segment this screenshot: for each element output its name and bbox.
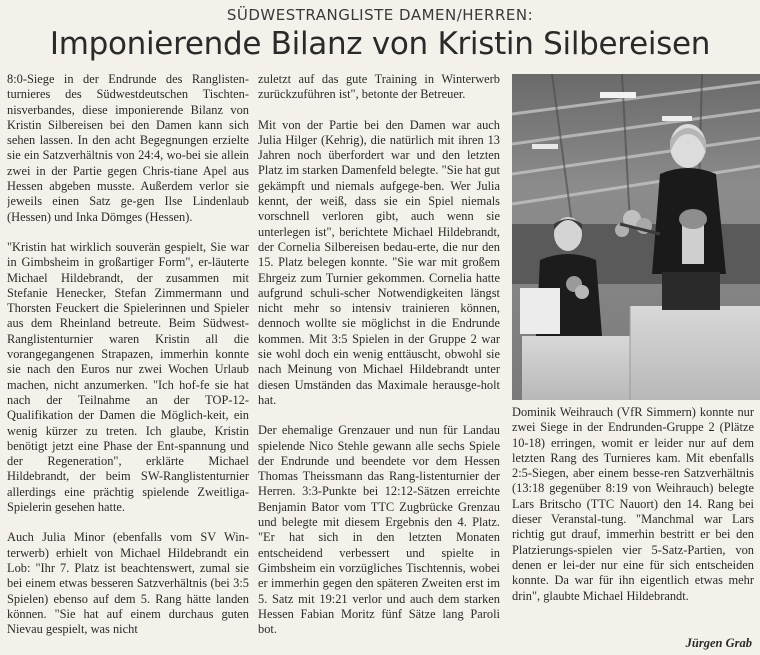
article-kicker: SÜDWESTRANGLISTE DAMEN/HERREN: — [226, 6, 534, 24]
photo-illustration — [512, 74, 760, 400]
article-headline: Imponierende Bilanz von Kristin Silbereisen — [49, 26, 711, 62]
author-signature: Jürgen Grab — [685, 636, 752, 650]
paragraph: Der ehemalige Grenzauer und nun für Landau spielende Nico Stehle gewann alle sechs Spiele der Endrunde und beendete vor dem Hessen Thomas Theissmann das Rang-listenturnier der Herren. 3:3-Punkte bei 12:12-Sätzen erreichte Benjamin Bator vom TTC Zugbrücke Grenzau und belegte mit diesem Ergebnis den 4. Platz. "Er hat sich in den letzten Monaten entscheidend verbessert und spielte in Gimbsheim ein vorzügliches Tischtennis, wobei er immerhin gegen den späteren Zweiten erst im 5. Satz mit 19:21 verlor und auch dem starken Hessen Fabian Moritz fünf Sätze lang Paroli bot. — [258, 423, 500, 637]
paragraph: Mit von der Partie bei den Damen war auch Julia Hilger (Kehrig), die natürlich mit ihren 13 Jahren noch überfordert war und den letzten Platz im starken Damenfeld belegte. "Sie hat gut gekämpft und niemals aufgege-ben. Wer Julia kennt, der weiß, dass sie ein Spiel niemals vorschnell verloren gibt, auch wenn sie unterlegen ist", berichtete Michael Hildebrandt, der Cornelia Silbereisen bedau-erte, die nur den 15. Platz belegen konnte. "Sie war mit großem Ehrgeiz zum Turnier gekommen. Cornelia hatte aufgrund schuli-scher Notwendigkeiten längst nicht mehr so intensiv trainieren können, dennoch wollte sie möglichst in die Endrunde kommen. Mit 3:5 Spielen in der Gruppe 2 war sie wohl doch ein wenig enttäuscht, obwohl sie nach Meinung von Michael Hildebrandt unter diesen Umständen das Maximale herausge-holt hat. — [258, 117, 500, 407]
text-column-2 — [258, 72, 500, 652]
paragraph: zuletzt auf das gute Training in Winterwerb zurückzuführen ist", betonte der Betreuer. — [258, 72, 500, 102]
text-column-3 — [512, 405, 754, 625]
paragraph: "Kristin hat wirklich souverän gespielt, Sie war in Gimbsheim in großartiger Form", er-läuterte Michael Hildebrandt, der zusammen mit Stefanie Henecker, Stefan Zimmermann und Thorsten Feuckert die Spielerinnen und Spieler aus dem Rheinland betreute. Beim Südwest-Ranglistenturnier waren Kristin all die vorangegangenen Strapazen, immerhin konnte sie nach den Euros nur zwei Wochen Urlaub machen, nicht anzumerken. "Ich hof-fe sie hat nach der Teilnahme an der TOP-12-Qualifikation der Damen die Möglich-keit, ein wenig kürzer zu treten. Ich glaube, Kristin benötigt jetzt eine Phase der Ent-spannung und der Regeneration", erklärte Michael Hildebrandt, der beim SW-Ranglistenturnier allerdings eine prächtig spielende Zweitliga-Spielerin gesehen hatte. — [7, 239, 249, 515]
paragraph: Dominik Weihrauch (VfR Simmern) konnte nur zwei Siege in der Endrunden-Gruppe 2 (Plätze 10-18) erringen, womit er leider nur auf dem letzten Rang des Turnieres kam. Mit ebenfalls 2:5-Siegen, aber einem besse-ren Satzverhältnis (13:18 gegenüber 8:19 von Weihrauch) belegte Lars Britscho (TTC Nauort) den 14. Rang bei dieser Veranstal-tung. "Manchmal war Lars richtig gut drauf, immerhin bestritt er bei den Platzierungs-spielen vier 5-Satz-Partien, von denen er lei-der nur eine für sich entscheiden konnte. Da war für ihn eigentlich etwas mehr drin", glaubte Michael Hildebrandt. — [512, 405, 754, 603]
paragraph: Auch Julia Minor (ebenfalls vom SV Win-terwerb) erhielt von Michael Hildebrandt ein Lob: "Ihr 7. Platz ist beachtenswert, zumal sie bei einem etwas besseren Satzverhältnis (bei 3:5 Spielen) ebenso auf dem 5. Rang hätte landen können. "Sie hat auf einem durchaus guten Nievau gespielt, was nicht — [7, 530, 249, 637]
press-photo — [512, 74, 760, 400]
paragraph: 8:0-Siege in der Endrunde des Ranglisten-turnieres des Südwestdeutschen Tischten-nisverbandes, diese imponierende Bilanz von Kristin Silbereisen bei den Damen kann sich sehen lassen. In den acht Begegnungen erzielte sie ein Satzverhältnis von 24:4, wo-bei sie allein zwei in der Partie gegen Chris-tiane Apel aus Hessen abgeben musste. Außerdem verlor sie jeweils einen Satz ge-gen Ilse Lindenlaub (Hessen) und Inka Dömges (Hessen). — [7, 72, 249, 224]
text-column-1 — [7, 72, 249, 652]
